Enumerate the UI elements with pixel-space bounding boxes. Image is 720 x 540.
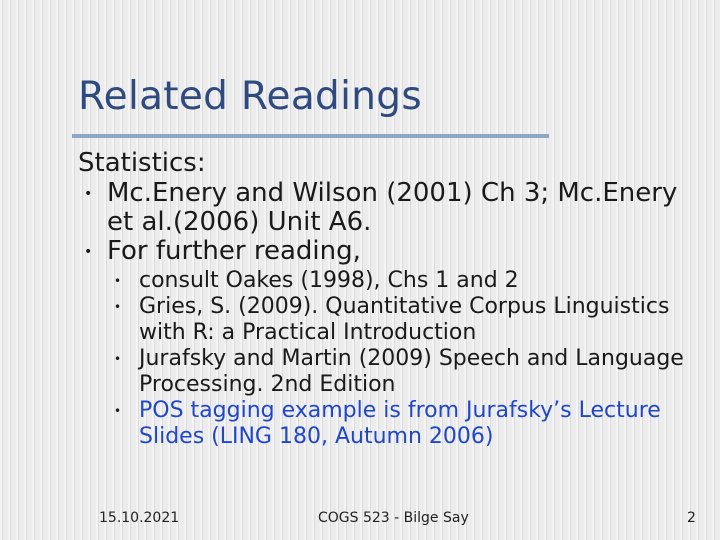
sub-bullet-item: • consult Oakes (1998), Chs 1 and 2 bbox=[107, 268, 698, 294]
title-underline bbox=[72, 134, 549, 138]
bullet-text: Mc.Enery and Wilson (2001) Ch 3; Mc.Enery et al.(2006) Unit A6. bbox=[107, 178, 678, 237]
slide-title: Related Readings bbox=[78, 74, 422, 119]
footer-date: 15.10.2021 bbox=[99, 510, 180, 526]
bullet-list bbox=[78, 179, 698, 450]
section-heading: Statistics: bbox=[78, 148, 206, 178]
footer-page-number: 2 bbox=[687, 510, 696, 526]
footer-course: COGS 523 - Bilge Say bbox=[318, 510, 469, 526]
sub-bullet-item: • Gries, S. (2009). Quantitative Corpus Linguistics with R: a Practical Introduction bbox=[107, 294, 698, 346]
sub-bullet-link[interactable]: • POS tagging example is from Jurafsky’s Lecture Slides (LING 180, Autumn 2006) bbox=[107, 398, 698, 450]
bullet-text: For further reading, bbox=[107, 236, 361, 266]
bullet-item bbox=[78, 179, 698, 237]
sub-bullet-list bbox=[107, 268, 698, 450]
slide-body bbox=[78, 148, 698, 450]
sub-bullet-item: • Jurafsky and Martin (2009) Speech and Language Processing. 2nd Edition bbox=[107, 346, 698, 398]
bullet-item bbox=[78, 237, 698, 450]
